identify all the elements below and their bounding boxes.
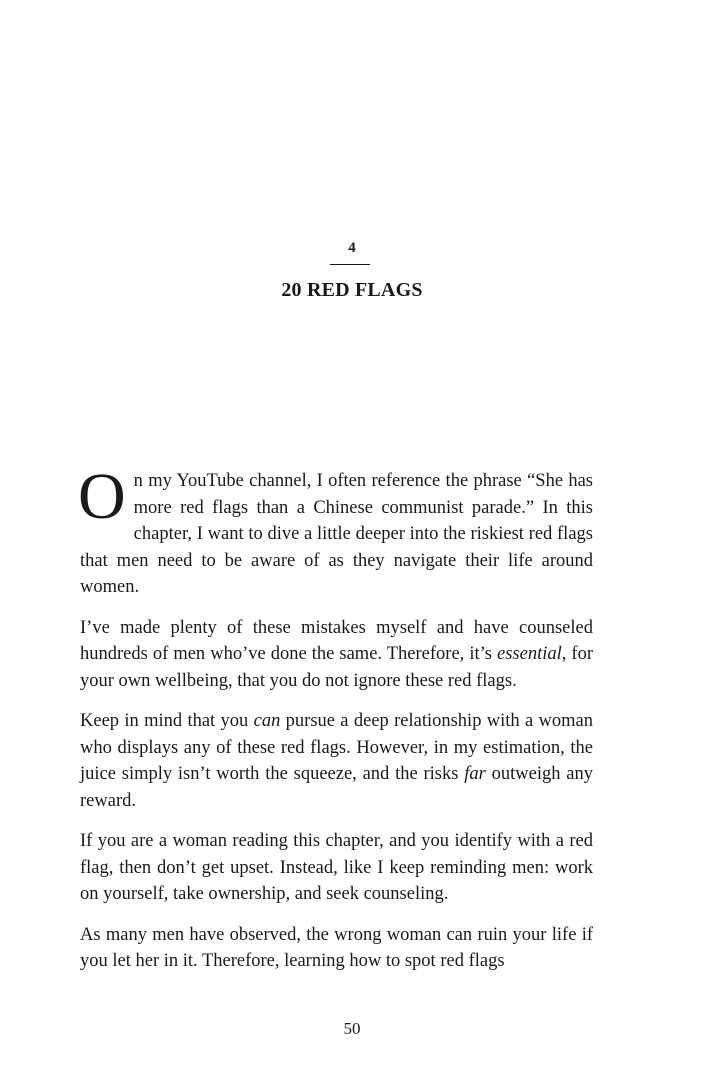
- paragraph-2-text-end: , for your own wellbeing, that you do not ignore these red flags.: [80, 644, 593, 691]
- chapter-divider: [330, 264, 370, 265]
- paragraph-1: [78, 460, 593, 601]
- drop-cap: O: [78, 460, 126, 533]
- paragraph-3-text-middle: pursue a deep relationship with a woman who displays any of these red flags. However, in my estimation, the juice simply isn’t worth the squeeze, and the risks: [80, 711, 594, 784]
- page-number: 50: [343, 1019, 361, 1038]
- chapter-body: [78, 460, 594, 989]
- paragraph-5-text: As many men have observed, the wrong woman can ruin your life if you let her in it. Therefore, learning how to spot red flags: [80, 924, 593, 971]
- paragraph-4: [80, 828, 593, 908]
- paragraph-4-text: If you are a woman reading this chapter, and you identify with a red flag, then don’t get upset. Instead, like I keep reminding men: work on yourself, take ownership, and seek counseling.: [80, 831, 593, 904]
- paragraph-1-text: n my YouTube channel, I often reference the phrase “She has more red flags than a Chinese communist parade.” In this chapter, I want to dive a little deeper into the riskiest red flags that men need to be aware of as they navigate their life around women.: [80, 471, 593, 597]
- paragraph-2: [80, 615, 593, 695]
- paragraph-3-text-end: outweigh any reward.: [80, 764, 593, 811]
- paragraph-3-emphasis-can: can: [253, 711, 281, 731]
- paragraph-5: [80, 922, 593, 975]
- paragraph-3-text-start: Keep in mind that you: [80, 711, 254, 731]
- chapter-number: 4: [348, 240, 356, 256]
- paragraph-2-text-start: I’ve made plenty of these mistakes myself and have counseled hundreds of men who’ve done the same. Therefore, it’s: [80, 617, 593, 664]
- chapter-title: 20 RED FLAGS: [281, 279, 423, 301]
- paragraph-3: [80, 708, 593, 814]
- paragraph-3-emphasis-far: far: [464, 764, 486, 784]
- paragraph-2-emphasis: essential: [497, 644, 562, 664]
